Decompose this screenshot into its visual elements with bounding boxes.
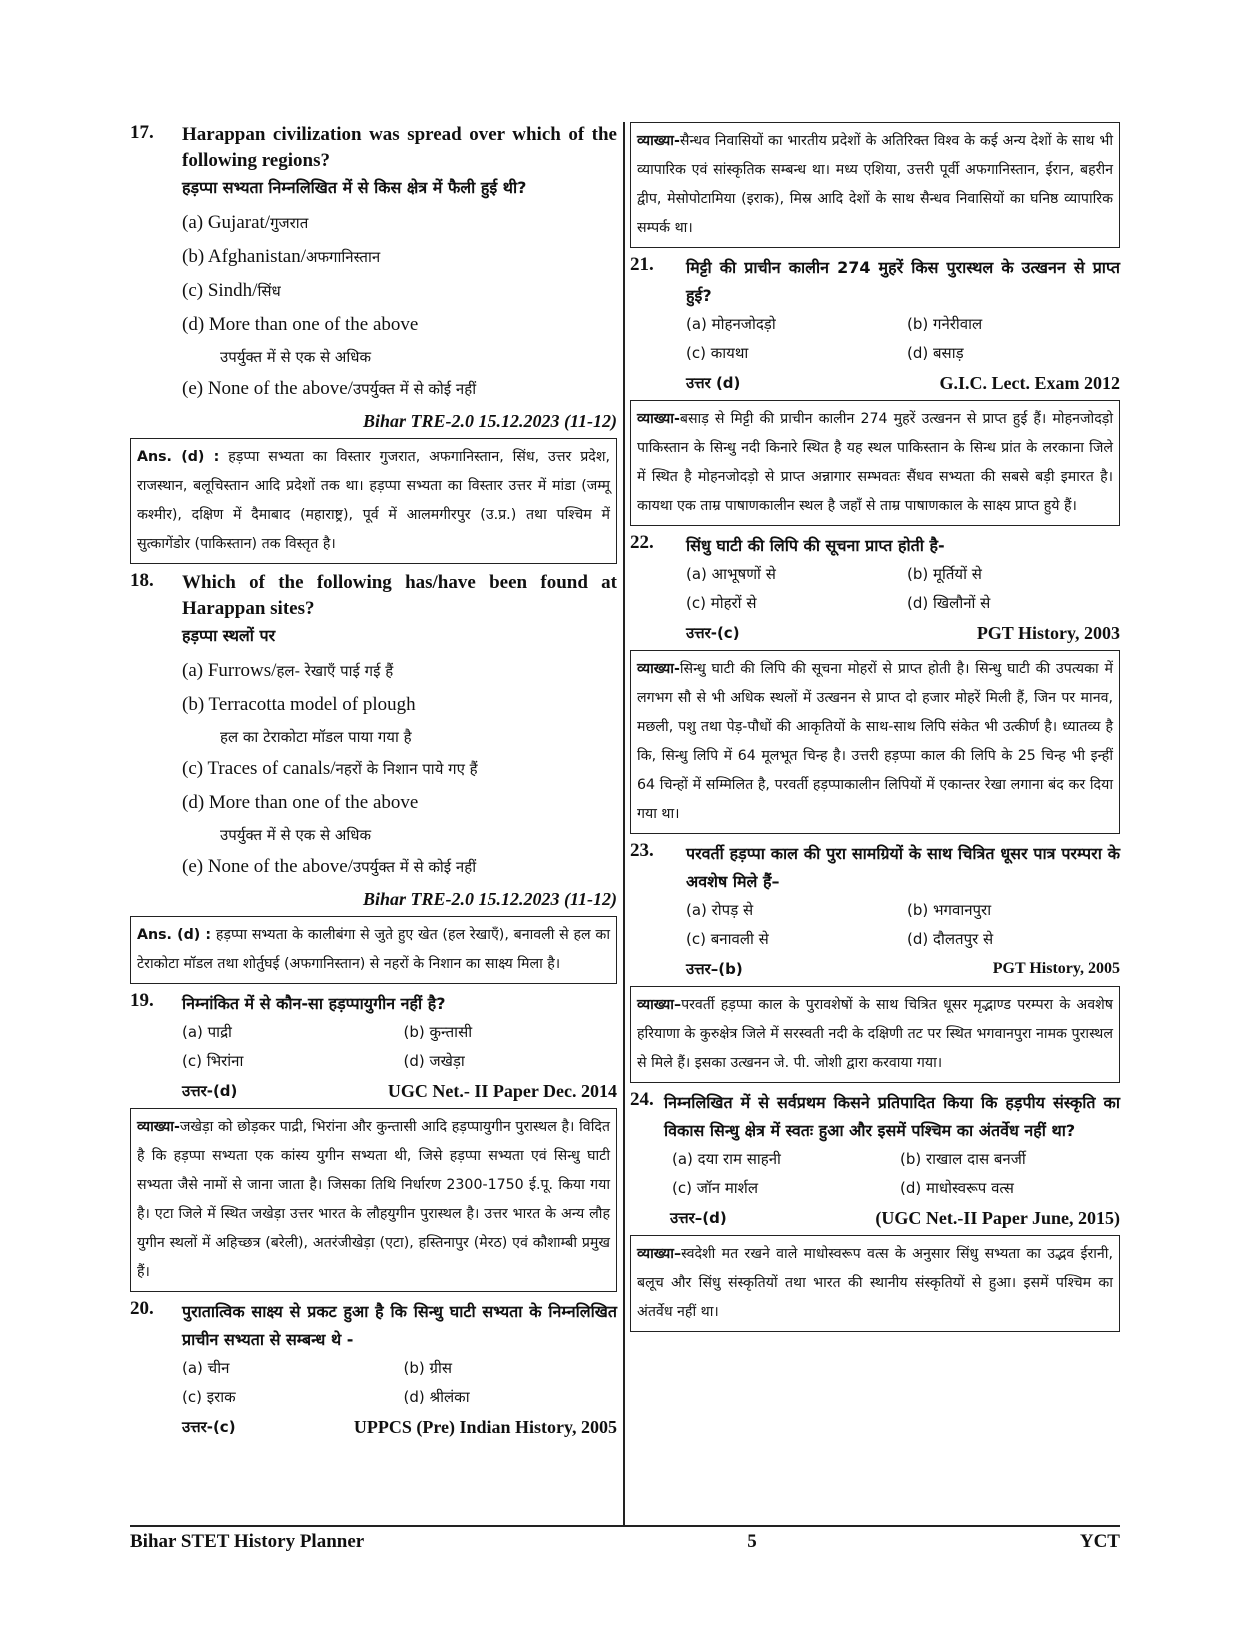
explanation-text: जखेड़ा को छोड़कर पाद्री, भिरांना और कुन्तासी आदि हड़प्पायुगीन पुरास्थल है। विदित है कि हड़प्पा सभ्यता एक कांस्य युगीन सभ्यता थी, जिसे हड़प्पा सभ्यता एवं सिन्धु घाटी सभ्यता जैसे नामों से जाना जाता है। जिसका तिथि निर्धारण 2300-1750 ई.पू. किया गया है। एटा जिले में स्थित जखेड़ा उत्तर भारत के लौहयुगीन पुरास्थल है। उत्तर भारत के अन्य लौह युगीन स्थलों में अहिच्छत्र (बरेली), अतरंजीखेड़ा (एटा), हस्तिनापुर (मेरठ) एवं कौशाम्बी प्रमुख हैं। [137, 1119, 610, 1280]
option-d: (d) श्रीलंका [403, 1388, 470, 1406]
question-23 [630, 840, 1120, 896]
answer-line [630, 368, 1120, 398]
option-d: (d) खिलौनों से [907, 594, 991, 612]
page-footer [130, 1525, 1120, 1553]
page-number: 5 [747, 1531, 757, 1552]
footer-book-title: Bihar STET History Planner [130, 1531, 365, 1552]
option-c: (c) बनावली से [686, 930, 769, 948]
explanation-label: व्याख्या- [637, 133, 680, 149]
exam-source: Bihar TRE-2.0 15.12.2023 (11-12) [362, 889, 617, 909]
explanation-box [630, 400, 1120, 526]
explanation-label: व्याख्या- [137, 1119, 180, 1135]
question-text-hi: हड़प्पा स्थलों पर [182, 626, 276, 645]
option-b: (b) गनेरीवाल [907, 315, 983, 333]
option-d: (d) More than one of the above उपर्युक्त में से एक से अधिक [182, 792, 419, 844]
option-a: (a) रोपड़ से [686, 901, 754, 919]
answer-line [630, 954, 1120, 984]
question-20 [130, 1298, 617, 1354]
option-a: (a) पाद्री [182, 1023, 232, 1041]
question-22 [630, 532, 1120, 560]
explanation-label: व्याख्या- [637, 411, 680, 427]
exam-source: PGT History, 2005 [992, 960, 1120, 977]
option-d: (d) दौलतपुर से [907, 930, 994, 948]
option-c: (c) भिरांना [182, 1052, 244, 1070]
exam-source: UPPCS (Pre) Indian History, 2005 [353, 1417, 617, 1437]
explanation-box [630, 650, 1120, 834]
question-number: 24. [630, 1089, 654, 1110]
option-a: (a) Furrows/हल- रेखाएँ पाई गई हैं [182, 660, 394, 681]
explanation-text: परवर्ती हड़प्पा काल के पुरावशेषों के साथ चित्रित धूसर मृद्भाण्ड परम्परा के अवशेष हरियाणा के कुरुक्षेत्र जिले में सरस्वती नदी के दक्षिणी तट पर स्थित भगवानपुरा नामक पुरास्थल से मिले हैं। इसका उत्खनन जे. पी. जोशी द्वारा करवाया गया। [637, 997, 1113, 1071]
question-text: परवर्ती हड़प्पा काल की पुरा सामग्रियों के साथ चित्रित धूसर पात्र परम्परा के अवशेष मिले हैं– [686, 844, 1120, 891]
answer-box [130, 438, 617, 564]
option-d: (d) माधोस्वरूप वत्स [900, 1179, 1014, 1197]
options [630, 310, 1120, 368]
options [130, 1018, 617, 1076]
options [130, 206, 617, 406]
question-text: पुरातात्विक साक्ष्य से प्रकट हुआ है कि सिन्धु घाटी सभ्यता के निम्नलिखित प्राचीन सभ्यता से सम्बन्ध थे - [182, 1302, 617, 1349]
options [130, 654, 617, 884]
question-text: निम्नांकित में से कौन-सा हड़प्पायुगीन नहीं है? [182, 994, 446, 1013]
answer-line [630, 618, 1120, 648]
exam-source: (UGC Net.-II Paper June, 2015) [875, 1208, 1120, 1228]
option-a: (a) दया राम साहनी [672, 1150, 781, 1168]
option-c: (c) इराक [182, 1388, 236, 1406]
explanation-label: व्याख्या– [637, 997, 682, 1013]
question-number: 19. [130, 990, 154, 1011]
question-number: 21. [630, 254, 654, 275]
column-divider [623, 122, 625, 1525]
question-number: 22. [630, 532, 654, 553]
answer-text: हड़प्पा सभ्यता के कालीबंगा से जुते हुए खेत (हल रेखाएँ), बनावली से हल का टेराकोटा मॉडल तथा शोर्तुघई (अफगानिस्तान) से नहरों के निशान का साक्ष्य मिला है। [137, 927, 611, 972]
question-text-en: Which of the following has/have been found at Harappan sites? [182, 572, 617, 619]
explanation-box [130, 1108, 617, 1292]
answer-line [630, 1203, 1120, 1233]
explanation-label: व्याख्या– [637, 1246, 682, 1262]
answer: उत्तर-(d) [182, 1082, 238, 1100]
option-a: (a) मोहनजोदड़ो [686, 315, 776, 333]
explanation-label: व्याख्या- [637, 661, 680, 677]
answer: उत्तर (d) [686, 374, 741, 392]
publisher-name: YCT [1079, 1531, 1120, 1552]
options [630, 896, 1120, 954]
option-b: (b) Afghanistan/अफगानिस्तान [182, 246, 381, 267]
options [630, 1145, 1120, 1203]
question-text: निम्नलिखित में से सर्वप्रथम किसने प्रतिपादित किया कि हड़पीय संस्कृति का विकास सिन्धु क्षेत्र में स्वतः हुआ और इसमें पश्चिम का अंतर्वेध नहीं था? [664, 1093, 1120, 1140]
option-d: (d) More than one of the above उपर्युक्त में से एक से अधिक [182, 314, 419, 366]
answer-text: हड़प्पा सभ्यता का विस्तार गुजरात, अफगानिस्तान, सिंध, उत्तर प्रदेश, राजस्थान, बलूचिस्तान आदि प्रदेशों तक था। हड़प्पा सभ्यता का विस्तार उत्तर में मांडा (जम्मू कश्मीर), दक्षिण में दैमाबाद (महाराष्ट्र), पूर्व में आलमगीरपुर (उ.प्र.) तथा पश्चिम में सुत्कागेंडोर (पाकिस्तान) तक विस्तृत है। [137, 449, 610, 552]
exam-source: Bihar TRE-2.0 15.12.2023 (11-12) [362, 411, 617, 431]
question-17 [130, 122, 617, 202]
question-19 [130, 990, 617, 1018]
question-number: 17. [130, 122, 154, 143]
option-c: (c) मोहरों से [686, 594, 757, 612]
question-number: 23. [630, 840, 654, 861]
options [630, 560, 1120, 618]
answer: उत्तर-(c) [182, 1418, 236, 1436]
question-number: 18. [130, 570, 154, 591]
option-a: (a) Gujarat/गुजरात [182, 212, 309, 233]
option-e: (e) None of the above/उपर्युक्त में से कोई नहीं [182, 856, 477, 877]
option-d: (d) बसाड़ [907, 344, 964, 362]
question-text-hi: हड़प्पा सभ्यता निम्नलिखित में से किस क्षेत्र में फैली हुई थी? [182, 178, 527, 197]
answer-box [130, 916, 617, 984]
option-a: (a) चीन [182, 1359, 230, 1377]
question-text-en: Harappan civilization was spread over which of the following regions? [182, 124, 617, 171]
question-number: 20. [130, 1298, 154, 1319]
explanation-box [630, 1235, 1120, 1332]
option-b: (b) ग्रीस [403, 1359, 452, 1377]
option-c: (c) कायथा [686, 344, 749, 362]
option-b: (b) राखाल दास बनर्जी [900, 1150, 1026, 1168]
option-c: (c) Traces of canals/नहरों के निशान पाये गए हैं [182, 758, 478, 779]
answer-line [130, 1412, 617, 1442]
option-d: (d) जखेड़ा [403, 1052, 465, 1070]
answer: उत्तर-(c) [686, 624, 740, 642]
option-a: (a) आभूषणों से [686, 565, 776, 583]
options [130, 1354, 617, 1412]
exam-source: G.I.C. Lect. Exam 2012 [939, 373, 1120, 393]
exam-source: UGC Net.- II Paper Dec. 2014 [387, 1081, 617, 1101]
explanation-text: स्वदेशी मत रखने वाले माधोस्वरूप वत्स के अनुसार सिंधु सभ्यता का उद्भव ईरानी, बलूच और सिंधु संस्कृतियों तथा भारत की स्थानीय संस्कृतियों से हुआ। इसमें पश्चिम का अंतर्वेध नहीं था। [637, 1246, 1113, 1320]
question-24 [630, 1089, 1120, 1145]
explanation-text: सैन्धव निवासियों का भारतीय प्रदेशों के अतिरिक्त विश्व के कई अन्य देशों के साथ भी व्यापारिक एवं सांस्कृतिक सम्बन्ध था। मध्य एशिया, उत्तरी पूर्वी अफगानिस्तान, ईरान, बहरीन द्वीप, मेसोपोटामिया (इराक), मिस्र आदि देशों के साथ सैन्धव निवासियों का घनिष्ठ व्यापारिक सम्पर्क था। [637, 133, 1113, 236]
answer: उत्तर–(b) [686, 960, 743, 978]
right-column [630, 122, 1120, 1338]
explanation-text: सिन्धु घाटी की लिपि की सूचना मोहरों से प्राप्त होती है। सिन्धु घाटी की उपत्यका में लगभग सौ से भी अधिक स्थलों में उत्खनन से प्राप्त दो हजार मोहरें मिली हैं, जिन पर मानव, मछली, पशु तथा पेड़-पौधों की आकृतियों के साथ-साथ लिपि संकेत भी उत्कीर्ण है। ध्यातव्य है कि, सिन्धु लिपि में 64 मूलभूत चिन्ह है। उत्तरी हड़प्पा काल की लिपि के 25 चिन्ह भी इन्हीं 64 चिन्हों में सम्मिलित है, परवर्ती हड़प्पाकालीन लिपियों में एकान्तर रेखा लगाना बंद कर दिया गया था। [637, 661, 1113, 822]
option-e: (e) None of the above/उपर्युक्त में से कोई नहीं [182, 378, 477, 399]
question-18 [130, 570, 617, 650]
option-c: (c) Sindh/सिंध [182, 280, 281, 301]
question-21 [630, 254, 1120, 310]
question-text: मिट्टी की प्राचीन कालीन 274 मुहरें किस पुरास्थल के उत्खनन से प्राप्त हुई? [686, 258, 1120, 305]
question-text: सिंधु घाटी की लिपि की सूचना प्राप्त होती है- [686, 536, 945, 555]
answer-label: Ans. (d) : [137, 449, 220, 465]
option-c: (c) जॉन मार्शल [672, 1179, 759, 1197]
explanation-box-q20 [630, 122, 1120, 248]
answer-line [130, 1076, 617, 1106]
explanation-text: बसाड़ से मिट्टी की प्राचीन कालीन 274 मुहरें उत्खनन से प्राप्त हुई हैं। मोहनजोदड़ो पाकिस्तान के सिन्धु नदी किनारे स्थित है यह स्थल पाकिस्तान के सिन्ध प्रांत के लरकाना जिले में स्थित है मोहनजोदड़ो से प्राप्त अन्नागार सम्भवतः सैंधव सभ्यता की सबसे बड़ी इमारत है। कायथा एक ताम्र पाषाणकालीन स्थल है जहाँ से ताम्र पाषाणकाल के साक्ष्य प्राप्त हुये हैं। [637, 411, 1113, 514]
option-b: (b) भगवानपुरा [907, 901, 992, 919]
answer-label: Ans. (d) : [137, 927, 212, 943]
option-b: (b) Terracotta model of plough हल का टेराकोटा मॉडल पाया गया है [182, 694, 416, 746]
left-column [130, 122, 617, 1442]
option-b: (b) मूर्तियों से [907, 565, 982, 583]
answer: उत्तर–(d) [670, 1209, 727, 1227]
explanation-box [630, 986, 1120, 1083]
option-b: (b) कुन्तासी [403, 1023, 473, 1041]
exam-source: PGT History, 2003 [976, 623, 1120, 643]
